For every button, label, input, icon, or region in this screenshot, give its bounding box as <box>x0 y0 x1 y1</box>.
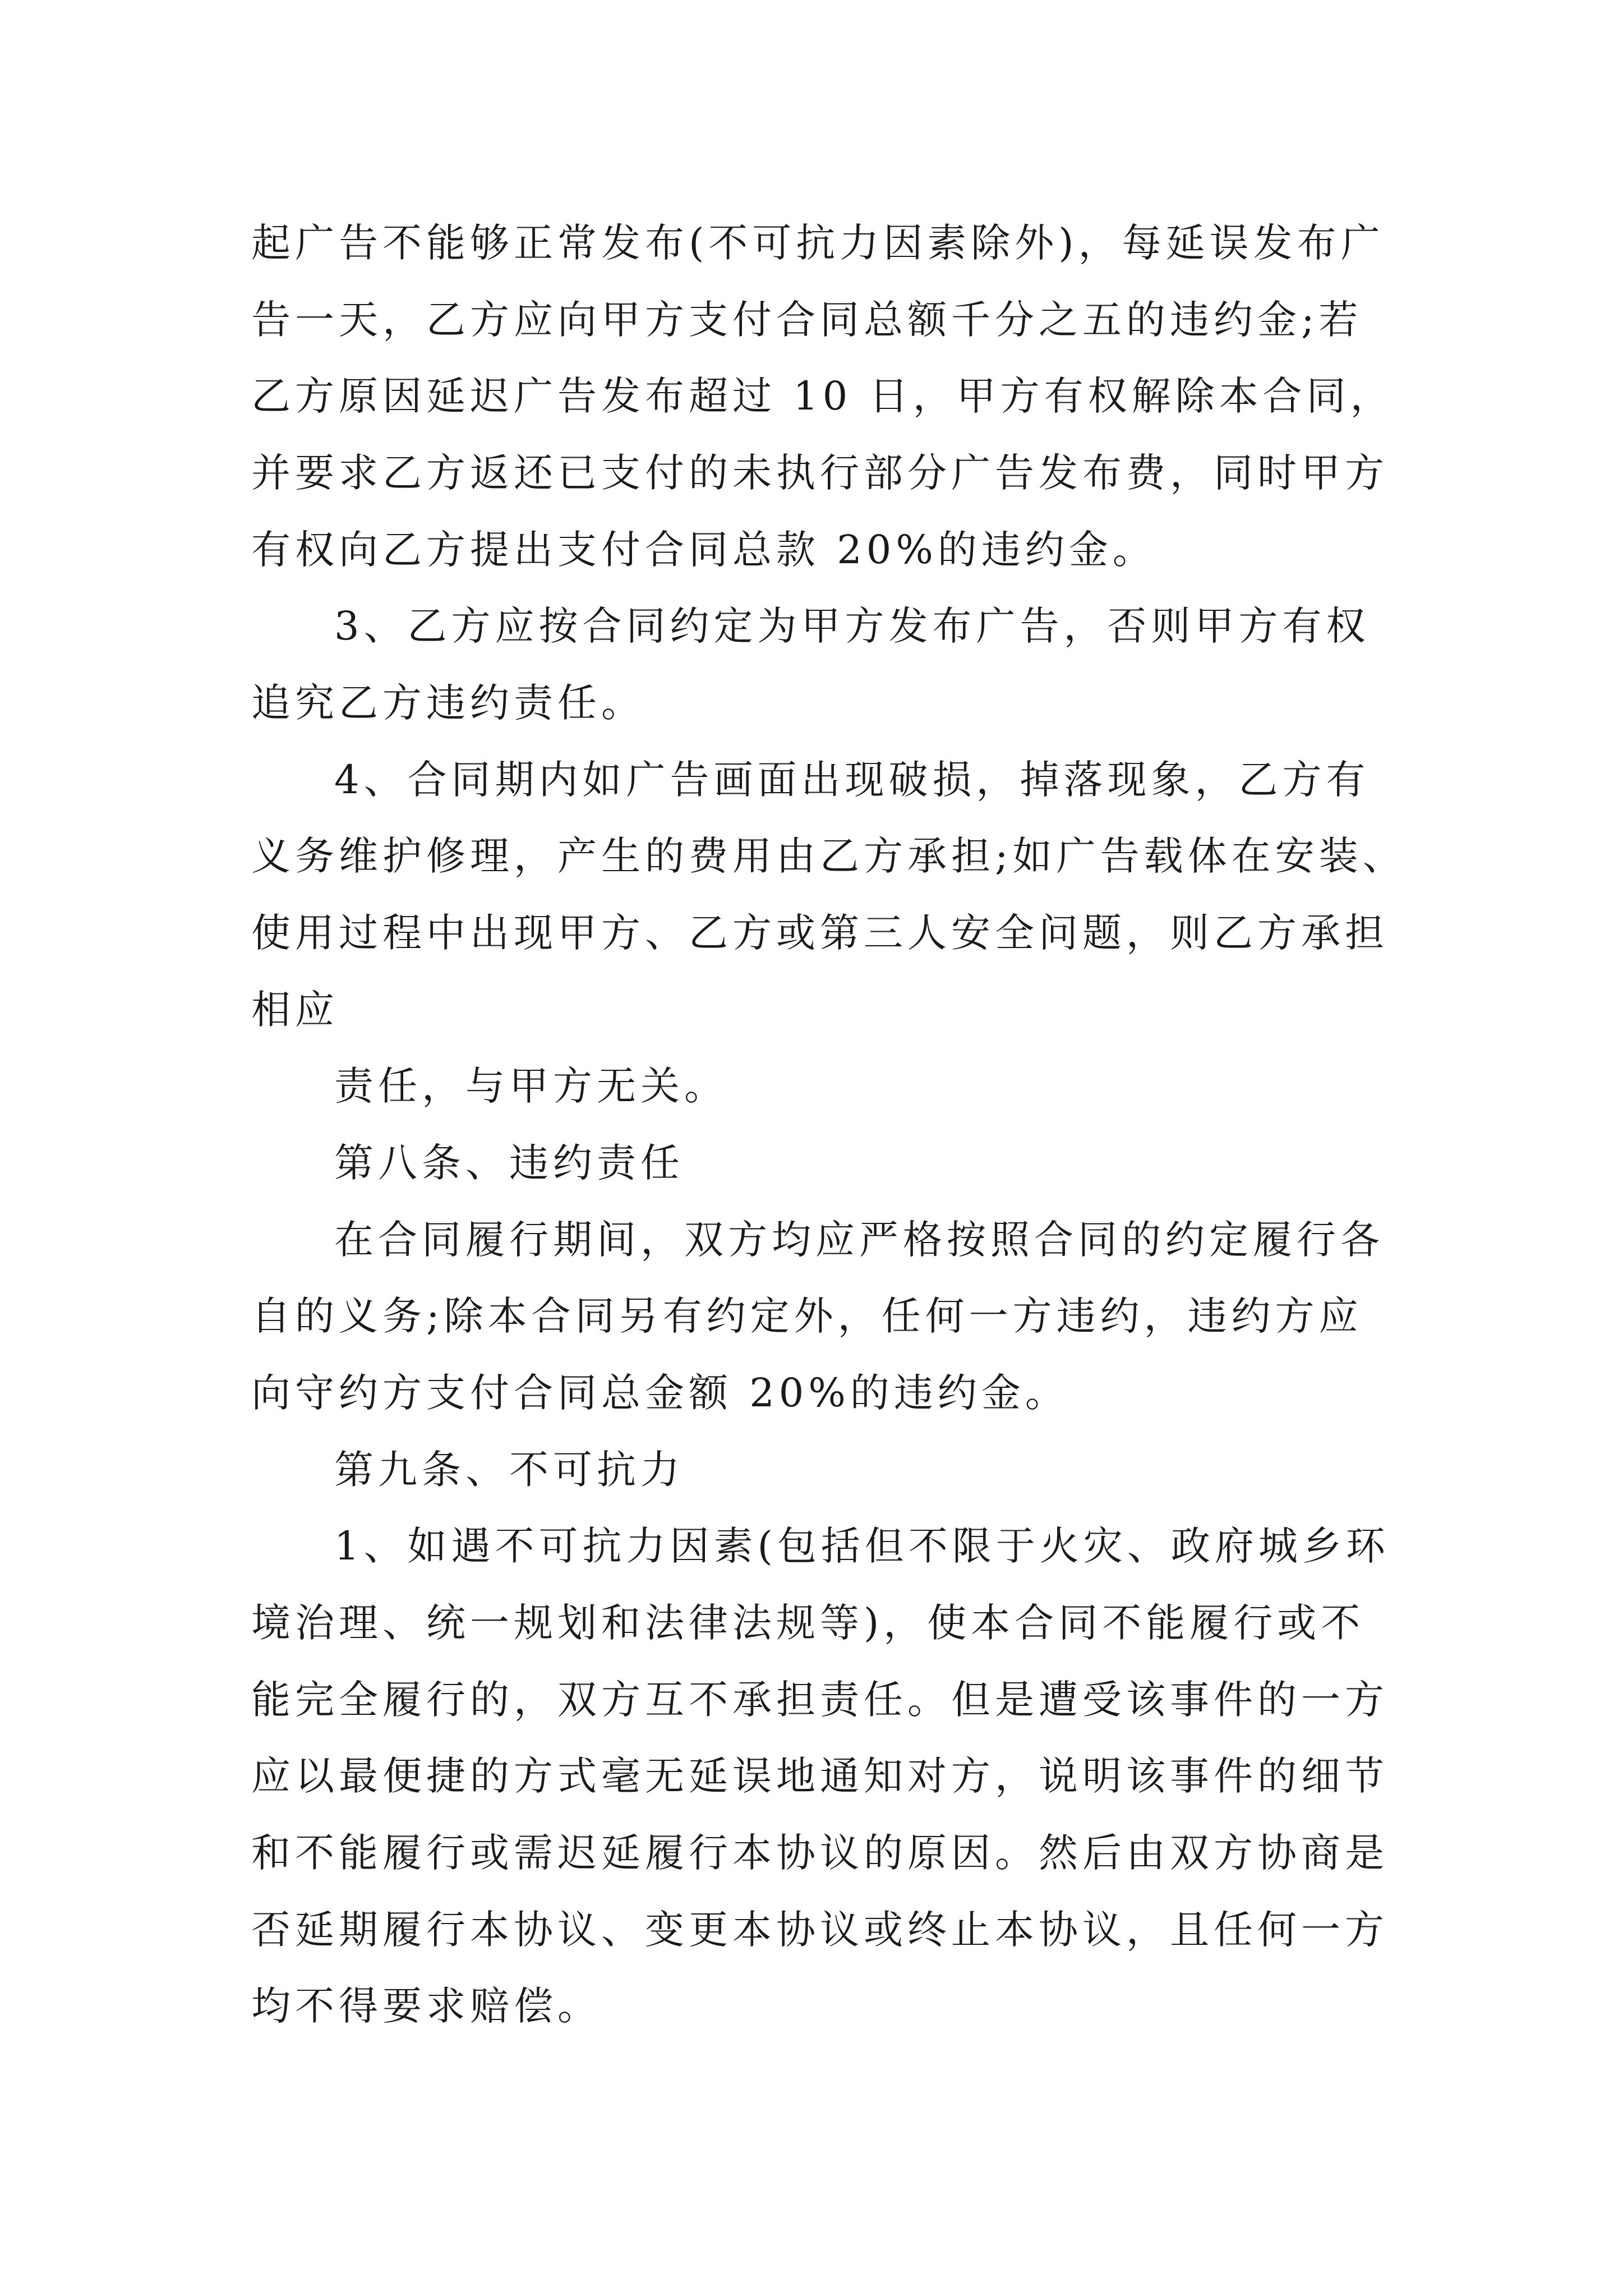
text-line: 在合同履行期间，双方均应严格按照合同的约定履行各 <box>334 1217 1384 1263</box>
text-line: 义务维护修理，产生的费用由乙方承担;如广告载体在安装、 <box>251 833 1407 879</box>
text-line: 乙方原因延迟广告发布超过 10 日，甲方有权解除本合同， <box>251 373 1394 419</box>
text-line: 追究乙方违约责任。 <box>251 680 645 726</box>
text-line: 相应 <box>251 987 339 1033</box>
text-line: 起广告不能够正常发布(不可抗力因素除外)，每延误发布广 <box>251 220 1385 266</box>
text-line: 向守约方支付合同总金额 20%的违约金。 <box>251 1370 1069 1416</box>
text-line: 4、合同期内如广告画面出现破损，掉落现象，乙方有 <box>334 757 1370 803</box>
text-line: 并要求乙方返还已支付的未执行部分广告发布费，同时甲方 <box>251 450 1389 496</box>
section-heading: 第九条、不可抗力 <box>334 1447 684 1493</box>
text-line: 告一天，乙方应向甲方支付合同总额千分之五的违约金;若 <box>251 297 1363 343</box>
text-line: 有权向乙方提出支付合同总款 20%的违约金。 <box>251 527 1156 573</box>
text-line: 应以最便捷的方式毫无延误地通知对方，说明该事件的细节 <box>251 1753 1389 1799</box>
text-line: 使用过程中出现甲方、乙方或第三人安全问题，则乙方承担 <box>251 910 1389 956</box>
text-line: 责任，与甲方无关。 <box>334 1063 728 1109</box>
text-line: 境治理、统一规划和法律法规等)，使本合同不能履行或不 <box>251 1600 1365 1646</box>
text-line: 和不能履行或需迟延履行本协议的原因。然后由双方协商是 <box>251 1830 1389 1876</box>
text-line: 自的义务;除本合同另有约定外，任何一方违约，违约方应 <box>251 1293 1363 1339</box>
text-line: 否延期履行本协议、变更本协议或终止本协议，且任何一方 <box>251 1907 1389 1953</box>
text-line: 均不得要求赔偿。 <box>251 1983 601 2029</box>
text-line: 1、如遇不可抗力因素(包括但不限于火灾、政府城乡环 <box>334 1523 1390 1569</box>
text-line: 3、乙方应按合同约定为甲方发布广告，否则甲方有权 <box>334 603 1370 649</box>
section-heading: 第八条、违约责任 <box>334 1140 684 1186</box>
text-line: 能完全履行的，双方互不承担责任。但是遭受该事件的一方 <box>251 1677 1389 1723</box>
